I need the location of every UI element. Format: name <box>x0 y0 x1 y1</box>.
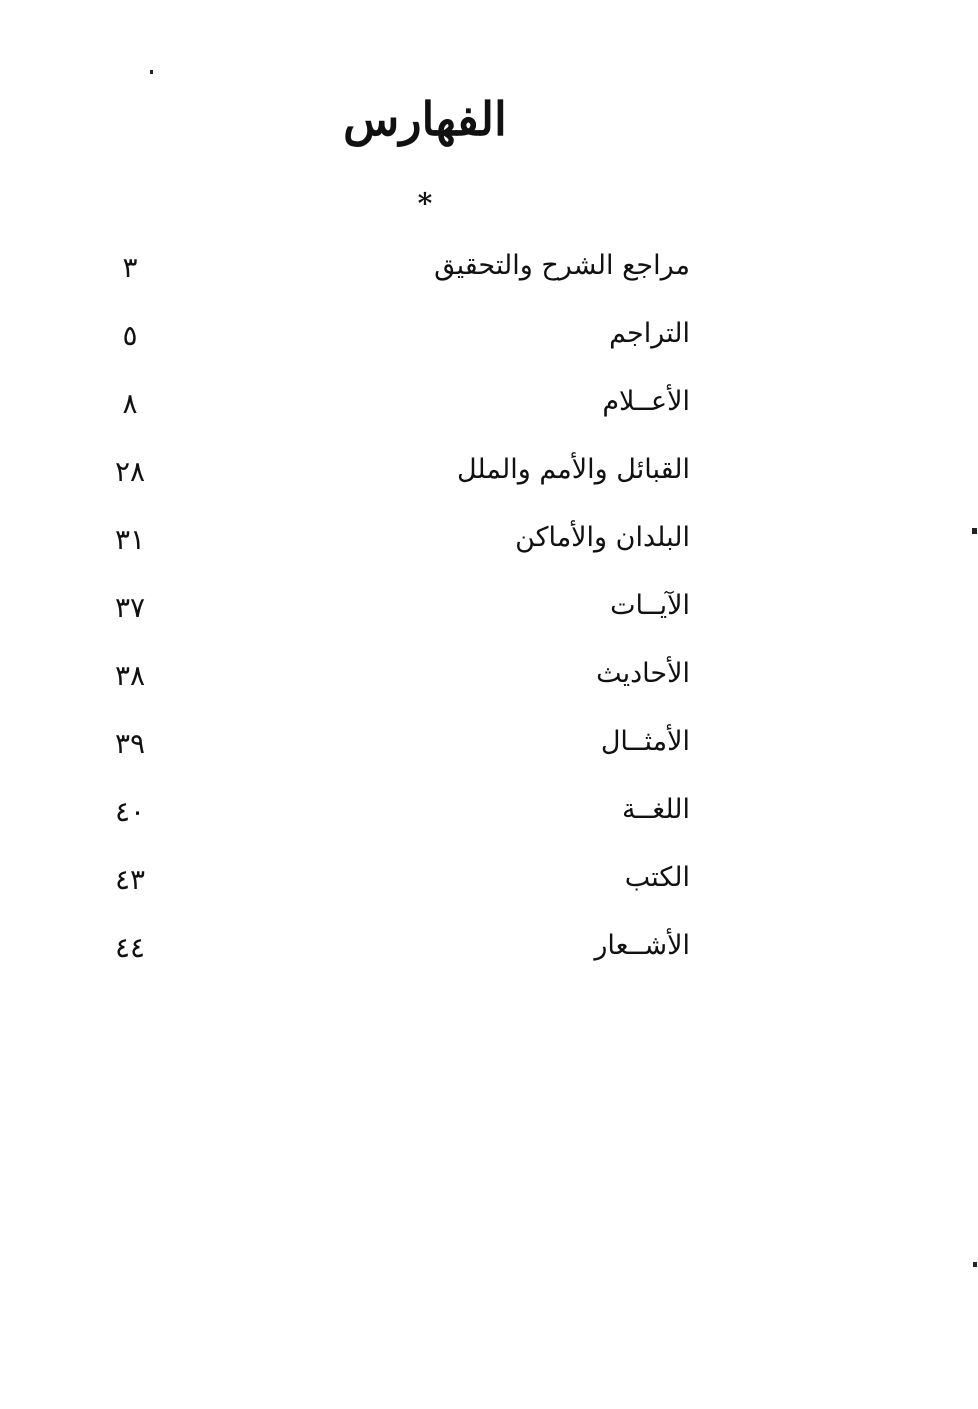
toc-entry-label: الآيــات <box>610 590 690 621</box>
toc-entry-page-number: ٢٨ <box>114 455 146 488</box>
toc-entry-page-number: ٣٩ <box>114 727 146 760</box>
toc-entry-label: الأشــعار <box>594 930 690 961</box>
toc-entry <box>90 716 690 784</box>
scan-speck <box>972 528 977 534</box>
toc-entry-label: مراجع الشرح والتحقيق <box>434 250 690 281</box>
scan-speck <box>150 70 153 74</box>
scan-speck <box>973 1262 977 1267</box>
toc-entry-page-number: ٨ <box>122 387 138 420</box>
toc-entry <box>90 852 690 920</box>
toc-entry <box>90 376 690 444</box>
toc-entry <box>90 784 690 852</box>
toc-entry-label: الأعــلام <box>602 386 690 417</box>
toc-entry-page-number: ٥ <box>122 319 138 352</box>
toc-entry-label: التراجم <box>609 318 690 349</box>
toc-entry <box>90 308 690 376</box>
toc-entry-label: الكتب <box>624 862 690 893</box>
toc-entry-page-number: ٣١ <box>114 523 146 556</box>
toc-entry-label: البلدان والأماكن <box>515 522 690 553</box>
toc-entry-label: الأمثــال <box>600 726 690 757</box>
toc-entry <box>90 240 690 308</box>
toc-entry-page-number: ٤٠ <box>114 795 146 828</box>
toc-entry <box>90 580 690 648</box>
table-of-contents <box>90 240 690 988</box>
toc-entry <box>90 920 690 988</box>
toc-entry-label: القبائل والأمم والملل <box>456 454 690 485</box>
page-title: الفهارس <box>343 92 507 146</box>
toc-entry-page-number: ٤٤ <box>114 931 146 964</box>
toc-entry-label: الأحاديث <box>596 658 690 689</box>
toc-entry-page-number: ٣٧ <box>114 591 146 624</box>
toc-entry <box>90 512 690 580</box>
toc-entry <box>90 444 690 512</box>
toc-entry-label: اللغــة <box>622 794 690 825</box>
separator-asterisk: * <box>417 187 433 220</box>
toc-entry <box>90 648 690 716</box>
toc-entry-page-number: ٣٨ <box>114 659 146 692</box>
toc-entry-page-number: ٤٣ <box>114 863 146 896</box>
toc-entry-page-number: ٣ <box>122 251 138 284</box>
